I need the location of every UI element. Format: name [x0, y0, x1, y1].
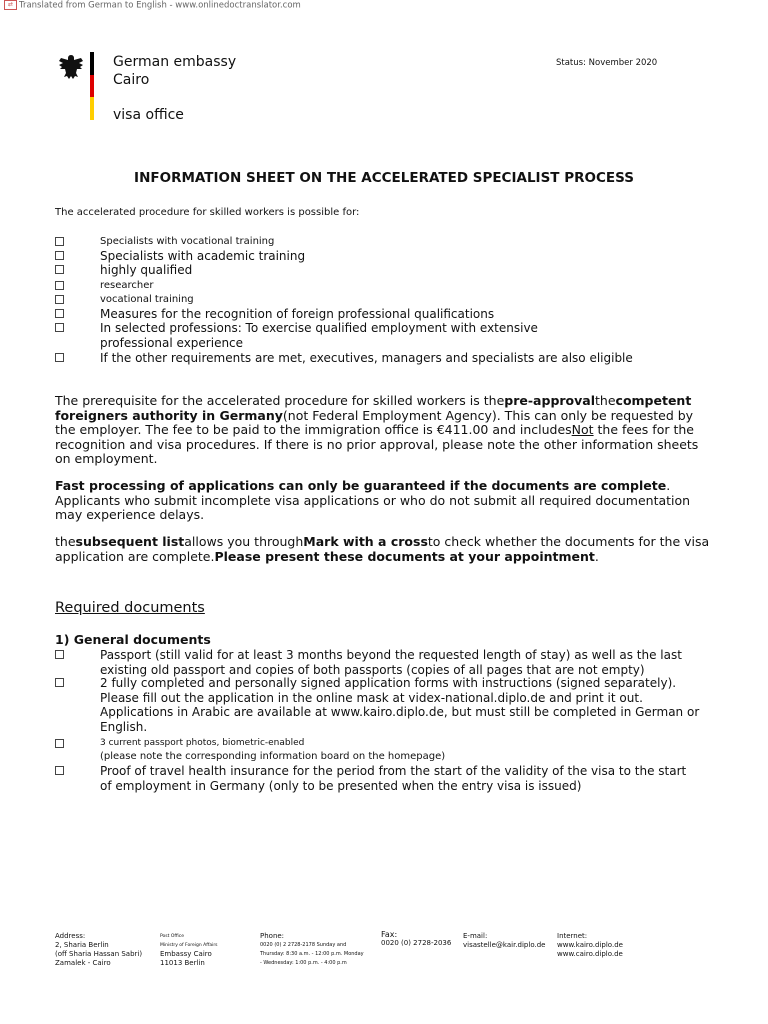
checkbox[interactable] [55, 678, 64, 687]
footer-fax: Fax: 0020 (0) 2728-2036 [381, 930, 452, 947]
status-date: Status: November 2020 [556, 58, 658, 68]
flag-gold [90, 97, 94, 120]
section-heading: 1) General documents [55, 632, 211, 647]
translate-icon: ⇄ [4, 0, 17, 10]
page-title: INFORMATION SHEET ON THE ACCELERATED SPECIALIST PROCESS [134, 170, 634, 186]
org-department: visa office [113, 107, 184, 123]
translation-note: ⇄ Translated from German to English - www.onlinedoctranslator.com [4, 0, 301, 11]
federal-eagle-icon [56, 52, 86, 82]
checkbox[interactable] [55, 323, 64, 332]
checkbox[interactable] [55, 237, 64, 246]
flag-red [90, 75, 94, 98]
checkbox[interactable] [55, 353, 64, 362]
footer-email: E-mail: visastelle@kair.diplo.de [463, 932, 546, 949]
prerequisite-paragraph: The prerequisite for the accelerated procedure for skilled workers is thepre-approvalthecompetent foreigners authority in Germany(not Federal Employment Agency). This can only be requested by the employer. The fee to be paid to the immigration office is €411.00 and includesNot the fees for the recognition and visa procedures. If there is no prior approval, please note the other information sheets on employment. [55, 393, 699, 466]
required-documents-heading: Required documents [55, 600, 205, 616]
processing-paragraph: Fast processing of applications can only be guaranteed if the documents are complete. Applicants who submit incomplete visa applications or who do not submit all required documentation may experience delays. [55, 478, 691, 522]
german-flag-bar [90, 52, 94, 120]
footer-internet: Internet: www.kairo.diplo.de www.cairo.diplo.de [557, 932, 623, 958]
org-city: Cairo [113, 72, 150, 88]
footer-address: Address: 2, Sharia Berlin (off Sharia Hassan Sabri) Zamalek - Cairo [55, 932, 143, 967]
checklist-paragraph: thesubsequent listallows you throughMark with a crossto check whether the documents for the visa application are complete.Please present these documents at your appointment. [55, 534, 710, 564]
org-name: German embassy [113, 54, 237, 70]
checkbox[interactable] [55, 265, 64, 274]
checkbox[interactable] [55, 309, 64, 318]
footer-post: Post Office Ministry of Foreign Affairs Embassy Cairo 11013 Berlin [160, 934, 218, 967]
checkbox[interactable] [55, 739, 64, 748]
checkbox[interactable] [55, 295, 64, 304]
intro-text: The accelerated procedure for skilled workers is possible for: [55, 207, 360, 218]
checkbox[interactable] [55, 281, 64, 290]
checkbox[interactable] [55, 251, 64, 260]
flag-black [90, 52, 94, 75]
checkbox[interactable] [55, 650, 64, 659]
footer-phone: Phone: 0020 (0) 2 2728-2178 Sunday and Thursday: 8:30 a.m. - 12:00 p.m. Monday - Wednesday: 1:00 p.m. - 4:00 p.m [260, 932, 364, 966]
checkbox[interactable] [55, 766, 64, 775]
